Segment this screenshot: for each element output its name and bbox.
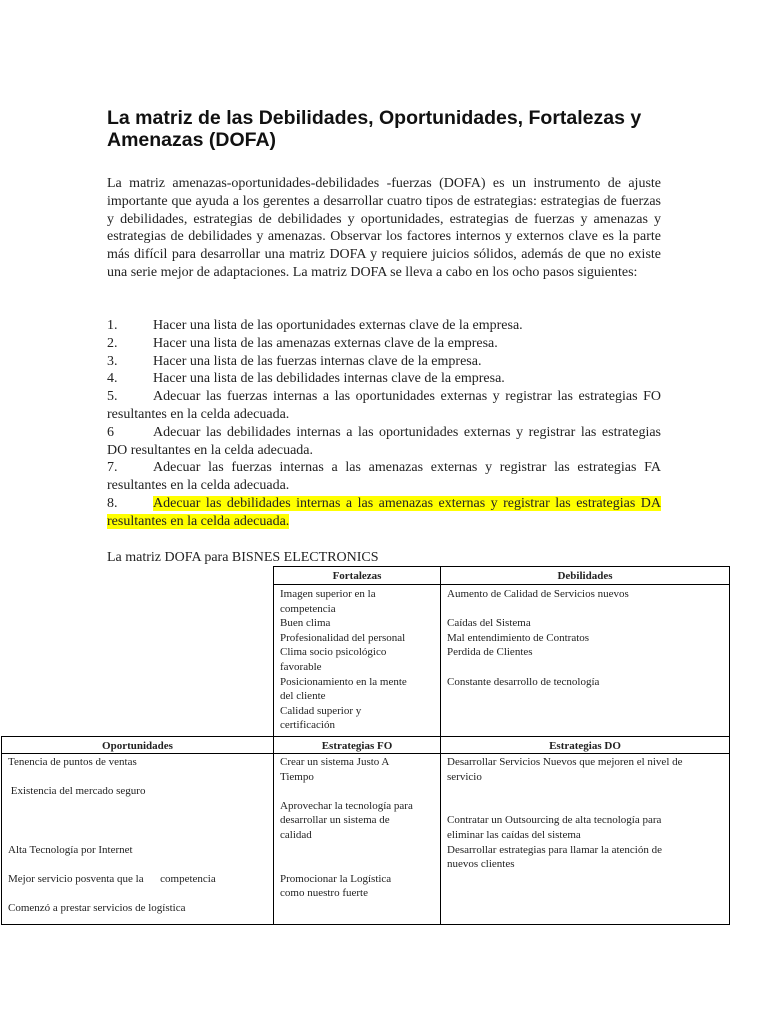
step-text: Hacer una lista de las oportunidades externas clave de la empresa. bbox=[153, 318, 523, 333]
estrategias-fo-line bbox=[280, 857, 434, 872]
document-title: La matriz de las Debilidades, Oportunidades, Fortalezas y Amenazas (DOFA) bbox=[107, 107, 642, 151]
step-item bbox=[107, 459, 661, 495]
oportunidades-line: Comenzó a prestar servicios de logística bbox=[8, 901, 186, 914]
oportunidades-line: Mejor servicio posventa que la competencia bbox=[8, 872, 216, 885]
fortalezas-line: competencia bbox=[280, 602, 336, 615]
cell-estrategias-do bbox=[441, 754, 729, 924]
fortalezas-line: del cliente bbox=[280, 690, 326, 703]
estrategias-fo-line: calidad bbox=[280, 828, 312, 841]
debilidades-line bbox=[447, 602, 723, 617]
step-text: Adecuar las fuerzas internas a las amenazas externas y registrar las estrategias FA resultantes en la celda adecuada. bbox=[107, 460, 661, 494]
step-item bbox=[107, 335, 661, 353]
debilidades-line: Constante desarrollo de tecnología bbox=[447, 675, 600, 688]
step-number: 8. bbox=[107, 495, 118, 511]
step-item bbox=[107, 495, 661, 531]
step-text: Hacer una lista de las fuerzas internas clave de la empresa. bbox=[153, 353, 482, 369]
step-item bbox=[107, 317, 661, 335]
header-debilidades: Debilidades bbox=[557, 570, 613, 582]
fortalezas-line: Clima socio psicológico bbox=[280, 646, 387, 659]
debilidades-line bbox=[447, 660, 723, 675]
header-estrategias-do: Estrategias DO bbox=[549, 740, 621, 752]
estrategias-fo-line bbox=[280, 784, 434, 799]
estrategias-do-line: nuevos clientes bbox=[447, 858, 515, 871]
step-text: Hacer una lista de las debilidades internas clave de la empresa. bbox=[153, 371, 505, 387]
step-number: 3. bbox=[107, 353, 118, 369]
estrategias-do-line bbox=[447, 799, 723, 814]
estrategias-fo-line: Aprovechar la tecnología para bbox=[280, 799, 413, 812]
debilidades-line: Perdida de Clientes bbox=[447, 646, 533, 659]
steps-list bbox=[107, 317, 661, 531]
step-item bbox=[107, 353, 661, 371]
step-item bbox=[107, 424, 661, 460]
header-estrategias-fo: Estrategias FO bbox=[321, 740, 393, 752]
debilidades-line: Mal entendimiento de Contratos bbox=[447, 631, 590, 644]
fortalezas-line: certificación bbox=[280, 719, 335, 732]
fortalezas-line: favorable bbox=[280, 660, 322, 673]
table-border-bottom bbox=[1, 924, 730, 925]
debilidades-line: Caídas del Sistema bbox=[447, 617, 531, 630]
estrategias-fo-line: desarrollar un sistema de bbox=[280, 814, 390, 827]
table-caption: La matriz DOFA para BISNES ELECTRONICS bbox=[107, 550, 379, 565]
intro-paragraph: La matriz amenazas-oportunidades-debilidades -fuerzas (DOFA) es un instrumento de ajuste importante que ayuda a los gerentes a desarrollar cuatro tipos de estrategias: estrategias de fuerzas y debilidades, estrategias de debilidades y oportunidades, estrategias de fuerzas y amenazas y estrategias de debilidades y amenazas. Observar los factores internos y externos clave es la parte más difícil para desarrollar una matriz DOFA y requiere juicios sólidos, además de que no existe una serie mejor de adaptaciones. La matriz DOFA se lleva a cabo en los ocho pasos siguientes: bbox=[107, 176, 661, 280]
oportunidades-line bbox=[8, 857, 267, 872]
step-number: 1. bbox=[107, 318, 118, 333]
fortalezas-line: Posicionamiento en la mente bbox=[280, 675, 407, 688]
estrategias-do-line: Contratar un Outsourcing de alta tecnología para bbox=[447, 814, 662, 827]
estrategias-do-line: Desarrollar estrategias para llamar la atención de bbox=[447, 843, 662, 856]
header-oportunidades: Oportunidades bbox=[102, 740, 173, 752]
cell-estrategias-fo bbox=[274, 754, 440, 924]
debilidades-line: Aumento de Calidad de Servicios nuevos bbox=[447, 588, 629, 600]
estrategias-fo-line: Promocionar la Logística bbox=[280, 872, 392, 885]
estrategias-do-line bbox=[447, 784, 723, 799]
estrategias-do-line: Desarrollar Servicios Nuevos que mejoren el nivel de bbox=[447, 756, 683, 768]
oportunidades-line: Alta Tecnología por Internet bbox=[8, 843, 133, 856]
oportunidades-line bbox=[8, 828, 267, 843]
cell-debilidades bbox=[441, 586, 729, 736]
oportunidades-line bbox=[8, 770, 267, 785]
cell-fortalezas bbox=[274, 586, 440, 736]
step-number: 4. bbox=[107, 371, 118, 387]
table-header-rule bbox=[273, 584, 730, 585]
fortalezas-line: Calidad superior y bbox=[280, 704, 362, 717]
cell-oportunidades bbox=[2, 754, 273, 924]
fortalezas-line: Imagen superior en la bbox=[280, 588, 376, 600]
step-number: 2. bbox=[107, 335, 118, 351]
step-text: Adecuar las debilidades internas a las oportunidades externas y registrar las estrategias DO resultantes en la celda adecuada. bbox=[107, 424, 661, 458]
step-text: Adecuar las debilidades internas a las amenazas externas y registrar las estrategias DA resultantes en la celda adecuada. bbox=[107, 495, 661, 529]
header-fortalezas: Fortalezas bbox=[332, 570, 382, 582]
oportunidades-line bbox=[8, 886, 267, 901]
step-number: 7. bbox=[107, 460, 118, 476]
estrategias-fo-line: como nuestro fuerte bbox=[280, 887, 368, 900]
estrategias-fo-line bbox=[280, 843, 434, 858]
step-number: 5. bbox=[107, 389, 118, 405]
fortalezas-line: Profesionalidad del personal bbox=[280, 631, 406, 644]
estrategias-do-line: eliminar las caídas del sistema bbox=[447, 828, 581, 841]
estrategias-fo-line: Tiempo bbox=[280, 770, 314, 783]
estrategias-do-line: servicio bbox=[447, 770, 482, 783]
step-text: Adecuar las fuerzas internas a las oportunidades externas y registrar las estrategias FO resultantes en la celda adecuada. bbox=[107, 389, 661, 422]
step-item bbox=[107, 370, 661, 388]
estrategias-fo-line: Crear un sistema Justo A bbox=[280, 756, 390, 768]
step-number: 6 bbox=[107, 424, 114, 440]
oportunidades-line: Tenencia de puntos de ventas bbox=[8, 756, 137, 768]
step-item bbox=[107, 388, 661, 424]
fortalezas-line: Buen clima bbox=[280, 617, 331, 630]
oportunidades-line bbox=[8, 799, 267, 814]
oportunidades-line: Existencia del mercado seguro bbox=[8, 785, 146, 798]
table-border-right bbox=[729, 566, 730, 925]
step-text: Hacer una lista de las amenazas externas clave de la empresa. bbox=[153, 335, 498, 351]
oportunidades-line bbox=[8, 813, 267, 828]
